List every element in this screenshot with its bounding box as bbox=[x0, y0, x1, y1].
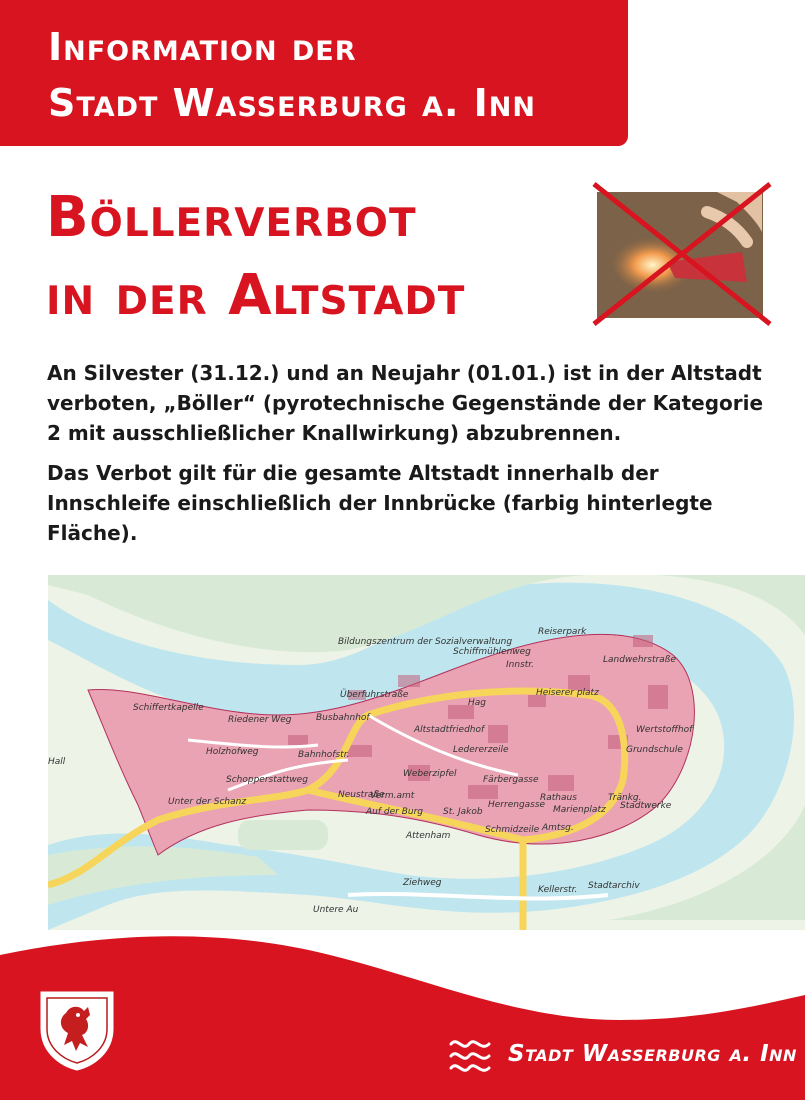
map-label: Busbahnhof bbox=[316, 713, 370, 723]
header-line-1: Information der bbox=[48, 25, 357, 69]
prohibition-cross-icon bbox=[586, 178, 776, 328]
map-label: Ledererzeile bbox=[453, 745, 509, 755]
river-wave-logo-icon bbox=[447, 1034, 493, 1076]
map-label: Stadtarchiv bbox=[588, 881, 640, 891]
footer-wave bbox=[0, 925, 805, 1100]
header-banner bbox=[0, 0, 628, 146]
map-label: Verm.amt bbox=[370, 791, 415, 801]
paragraph-ban-area: Das Verbot gilt für die gesamte Altstadt innerhalb der Innschleife einschließlich der Innbrücke (farbig hinterlegte Fläche). bbox=[47, 461, 713, 545]
title-line-2: in der Altstadt bbox=[46, 263, 466, 328]
map-label: Hall bbox=[48, 757, 66, 767]
map-label: Attenham bbox=[406, 831, 451, 841]
map-label: Ziehweg bbox=[403, 878, 442, 888]
map-label: Grundschule bbox=[626, 745, 683, 755]
map-label: Bahnhofstr. bbox=[298, 750, 350, 760]
map-label: Weberzipfel bbox=[403, 769, 457, 779]
map-label: Bildungszentrum der Sozialverwaltung bbox=[338, 637, 513, 647]
map-label: Schopperstattweg bbox=[226, 775, 308, 785]
map-label: Schiffertkapelle bbox=[133, 703, 204, 713]
map-label: Neustraße bbox=[338, 790, 385, 800]
map-label: Färbergasse bbox=[483, 775, 539, 785]
map-label: Untere Au bbox=[313, 905, 359, 915]
map-label: Kellerstr. bbox=[538, 885, 578, 895]
map-label: Reiserpark bbox=[538, 627, 587, 637]
map-label: Landwehrstraße bbox=[603, 655, 676, 665]
map-label: Altstadtfriedhof bbox=[414, 725, 485, 735]
map-label: Schmidzeile bbox=[485, 825, 540, 835]
map-label: Holzhofweg bbox=[206, 747, 259, 757]
map-label: Stadtwerke bbox=[620, 801, 672, 811]
map-label: Auf der Burg bbox=[366, 807, 423, 817]
map-label: Unter der Schanz bbox=[168, 797, 247, 807]
map-label: Überfuhrstraße bbox=[340, 690, 409, 700]
header-line-2: Stadt Wasserburg a. Inn bbox=[48, 81, 536, 125]
map-label: Wertstoffhof bbox=[636, 725, 693, 735]
map-graphic bbox=[48, 575, 805, 930]
title-line-1: Böllerverbot bbox=[46, 185, 417, 250]
map-label: Herrengasse bbox=[488, 800, 546, 810]
coat-of-arms-lion-icon bbox=[36, 985, 118, 1071]
map-label: Tränkg. bbox=[608, 793, 642, 803]
map-label: Rathaus bbox=[540, 793, 577, 803]
altstadt-map bbox=[48, 575, 805, 930]
paragraph-ban-dates: An Silvester (31.12.) und an Neujahr (01.01.) ist in der Altstadt verboten, „Böller“ (pyrotechnische Gegenstände der Kategorie 2 mit ausschließlicher Knallwirkung) abzubrennen. bbox=[47, 361, 764, 445]
map-label: Schiffmühlenweg bbox=[453, 647, 531, 657]
map-label: Heiserer platz bbox=[536, 688, 599, 698]
footer-city-name: Stadt Wasserburg a. Inn bbox=[508, 1041, 797, 1067]
map-label: Amtsg. bbox=[542, 823, 574, 833]
map-label: St. Jakob bbox=[443, 807, 483, 817]
map-label: Riedener Weg bbox=[228, 715, 292, 725]
map-label: Hag bbox=[468, 698, 486, 708]
map-label: Marienplatz bbox=[553, 805, 606, 815]
map-label: Innstr. bbox=[506, 660, 535, 670]
